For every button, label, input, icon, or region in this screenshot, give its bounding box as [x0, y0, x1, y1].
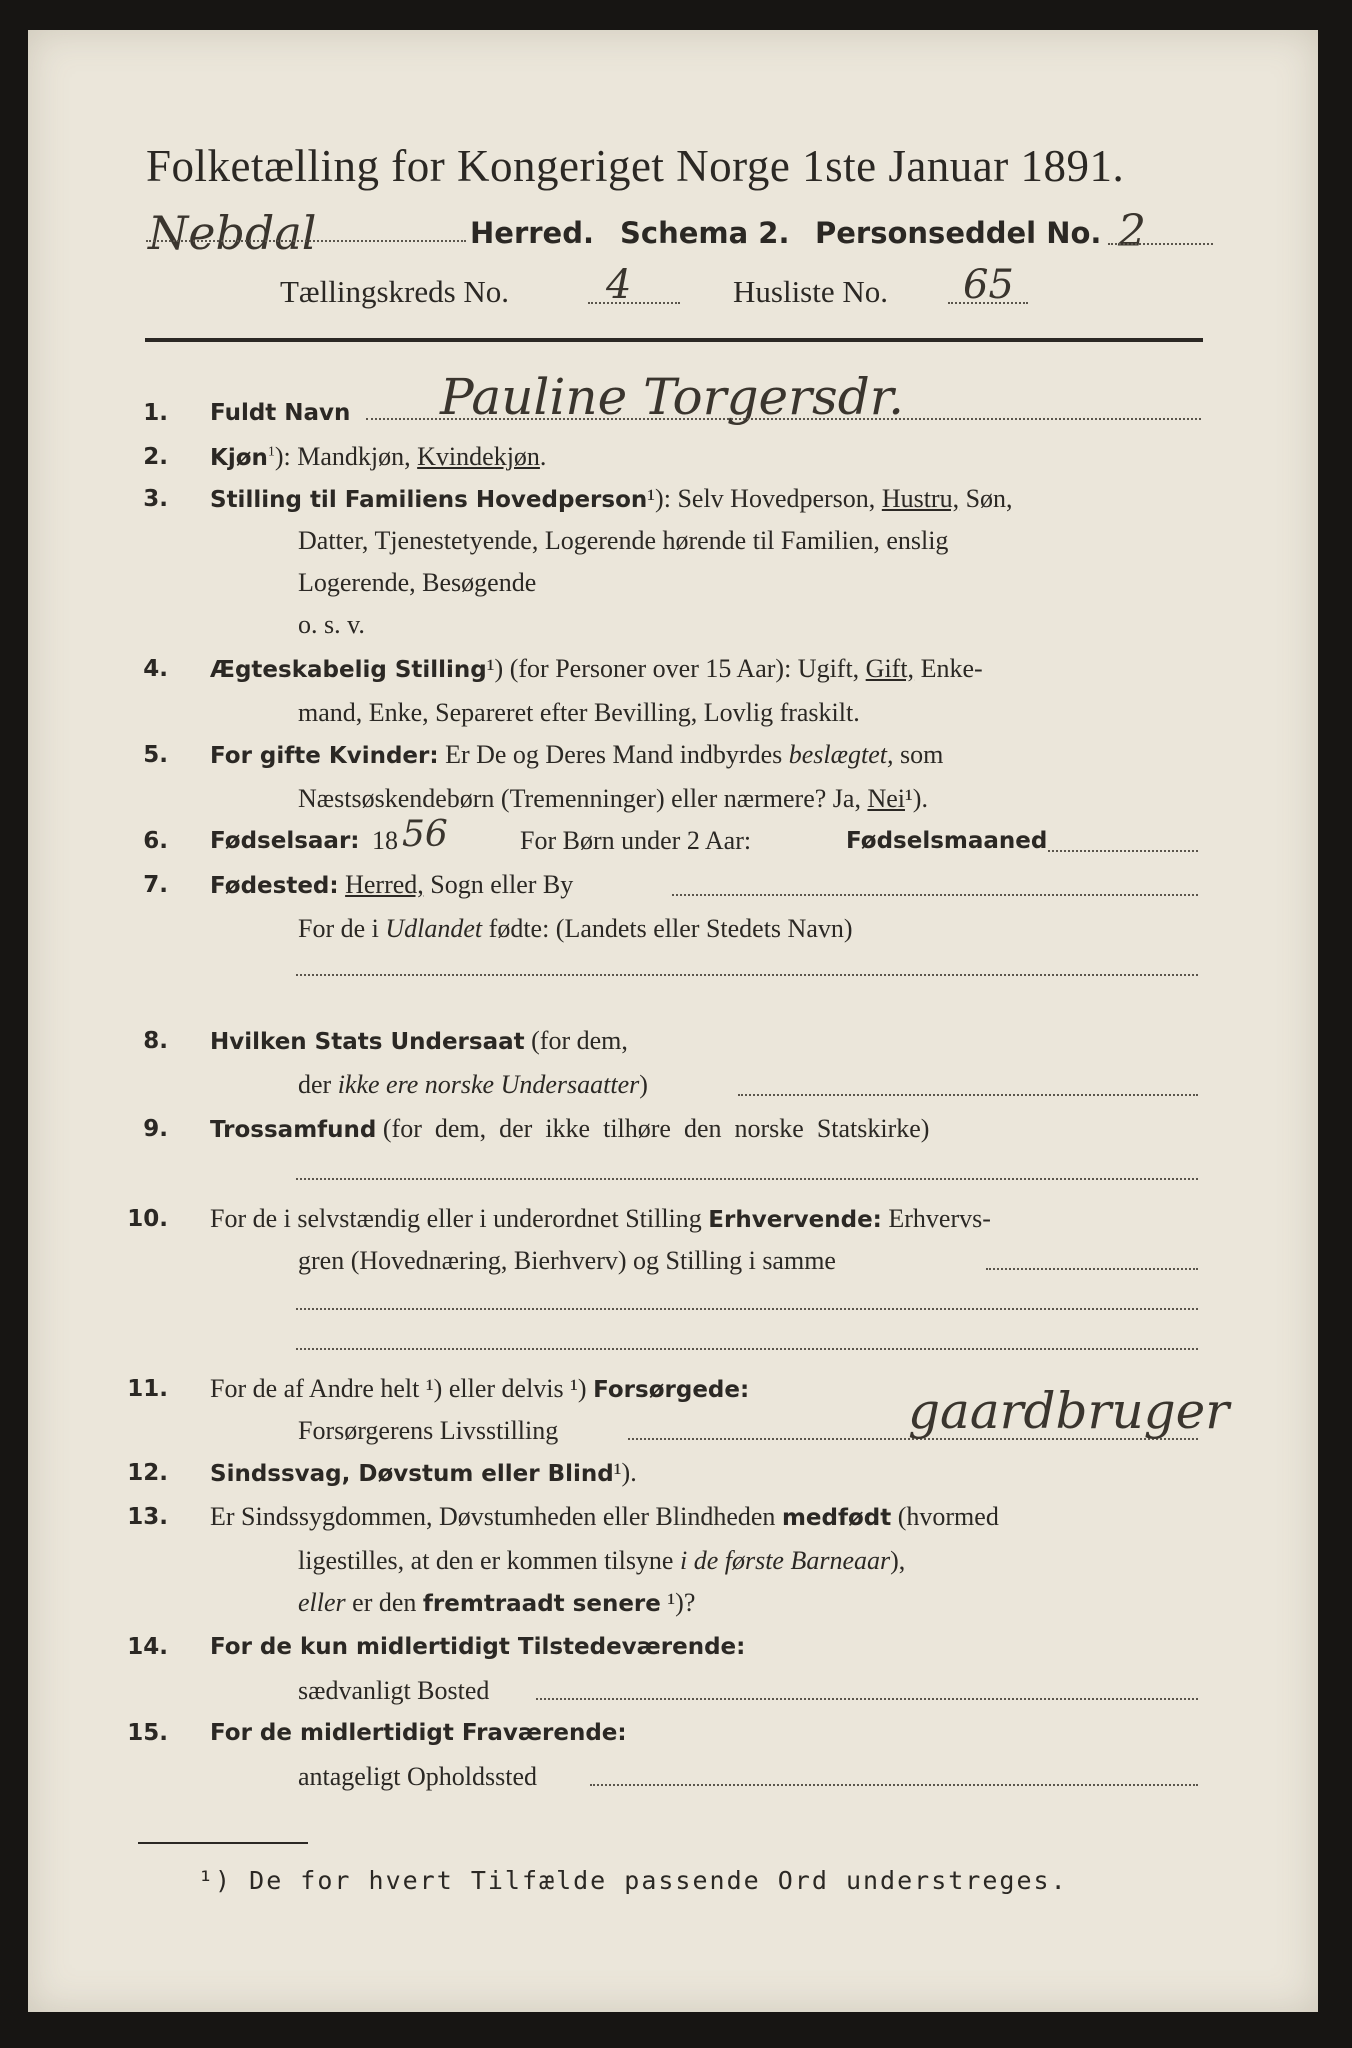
married-women-line-2	[298, 784, 928, 814]
birth-year-mid: For Børn under 2 Aar:	[520, 826, 752, 855]
husliste-label: Husliste No.	[733, 274, 888, 309]
full-name-label: Fuldt Navn	[210, 400, 351, 426]
herred-value: Nebdal	[148, 206, 317, 260]
birth-month-label: Fødselsmaaned	[846, 828, 1048, 854]
kreds-dots	[588, 302, 680, 304]
row-8-number: 8.	[143, 1028, 168, 1054]
occupation-line-1	[210, 1204, 991, 1234]
husliste-value: 65	[963, 262, 1014, 308]
row-6-number: 6.	[143, 828, 168, 854]
birthplace-label: Fødested:	[210, 873, 339, 899]
citizenship-italic: ikke ere norske Undersaatter	[337, 1070, 640, 1099]
footnote: ¹) De for hvert Tilfælde passende Ord understreges.	[198, 1866, 1068, 1895]
family-position-line-1	[210, 484, 1013, 514]
sex-text: ): Mandkjøn,	[274, 442, 418, 471]
birthplace-foreign-a: For de i	[298, 914, 379, 943]
personseddel-label: Personseddel No.	[815, 216, 1102, 250]
congenital-italic: i de første Barneaar	[679, 1546, 891, 1575]
religion-line-1	[210, 1114, 929, 1144]
temporary-absent-label: For de midlertidigt Fraværende:	[210, 1720, 627, 1746]
congenital-text-e: er den	[352, 1588, 417, 1617]
married-women-text: Er De og Deres Mand indbyrdes	[445, 740, 783, 769]
religion-dots	[296, 1178, 1198, 1180]
married-women-question: Næstsøskendebørn (Tremenninger) eller nærmere? Ja,	[298, 784, 861, 813]
citizenship-label: Hvilken Stats Undersaat	[210, 1029, 525, 1055]
row-10-number: 10.	[127, 1206, 168, 1232]
row-12-number: 12.	[127, 1460, 168, 1486]
marital-line-1	[210, 654, 983, 684]
citizenship-dots	[738, 1094, 1198, 1096]
birthplace-line-1	[210, 870, 573, 900]
family-position-line-2: Datter, Tjenestetyende, Logerende hørende til Familien, enslig	[298, 526, 949, 555]
full-name-dots	[366, 418, 1201, 420]
row-13-number: 13.	[127, 1504, 168, 1530]
marital-text: ¹) (for Personer over 15 Aar): Ugift,	[486, 654, 860, 683]
citizenship-line-1	[210, 1026, 628, 1056]
occupation-text-a: For de i selvstændig eller i underordnet Stilling	[210, 1204, 702, 1233]
row-11-number: 11.	[127, 1376, 168, 1402]
married-women-italic: beslægtet,	[788, 740, 894, 769]
husliste-dots	[948, 302, 1028, 304]
row-1-number: 1.	[143, 400, 168, 426]
disability-line	[210, 1458, 637, 1488]
supported-line-2: Forsørgerens Livsstilling	[298, 1416, 559, 1445]
marital-label: Ægteskabelig Stilling	[210, 657, 487, 683]
occupation-dots-3	[296, 1348, 1198, 1350]
birth-year-label: Fødselsaar:	[210, 828, 360, 854]
row-2-number: 2.	[143, 444, 168, 470]
birth-year-value: 56	[402, 814, 448, 855]
congenital-text-f: ¹)?	[667, 1588, 696, 1617]
row-15-number: 15.	[127, 1720, 168, 1746]
congenital-text-c: ligestilles, at den er kommen tilsyne	[298, 1546, 674, 1575]
citizenship-text: (for dem,	[531, 1026, 628, 1055]
birthplace-foreign-italic: Udlandet	[385, 914, 483, 943]
row-14-number: 14.	[127, 1634, 168, 1660]
birth-year-prefix: 18	[372, 826, 398, 855]
row-3-number: 3.	[143, 486, 168, 512]
family-position-selected: Hustru,	[881, 484, 960, 513]
temporary-present-label: For de kun midlertidigt Tilstedeværende:	[210, 1634, 746, 1660]
full-name-value: Pauline Torgersdr.	[440, 368, 905, 426]
header-rule	[145, 338, 1203, 342]
row-9-number: 9.	[143, 1116, 168, 1142]
sex-line	[210, 442, 546, 472]
congenital-line-3	[298, 1588, 695, 1618]
row-5-number: 5.	[143, 742, 168, 768]
religion-label: Trossamfund	[210, 1117, 377, 1143]
herred-dots	[146, 240, 466, 242]
citizenship-text-b: )	[639, 1070, 648, 1099]
occupation-line-2: gren (Hovednæring, Bierhverv) og Stilling i samme	[298, 1246, 836, 1275]
family-position-text: ¹): Selv Hovedperson,	[647, 484, 876, 513]
birthplace-line-2	[298, 914, 853, 944]
birthplace-foreign-dots	[296, 974, 1198, 976]
birthplace-dots	[672, 894, 1198, 896]
married-women-answer: Nei	[867, 784, 905, 813]
sex-sup: 1	[267, 444, 275, 460]
married-women-line-1	[210, 740, 943, 770]
citizenship-text-a: der	[298, 1070, 332, 1099]
sex-label: Kjøn	[210, 445, 268, 471]
marital-line-2: mand, Enke, Separeret efter Bevilling, Lovlig fraskilt.	[298, 698, 860, 727]
congenital-line-2	[298, 1546, 905, 1576]
personseddel-dots	[1108, 243, 1213, 245]
row-4-number: 4.	[143, 656, 168, 682]
personseddel-value: 2	[1118, 206, 1146, 257]
form-title: Folketælling for Kongeriget Norge 1ste Januar 1891.	[146, 141, 1125, 191]
sex-option-female: Kvindekjøn	[417, 442, 540, 471]
married-women-label: For gifte Kvinder:	[210, 743, 439, 769]
sex-end: .	[539, 442, 547, 471]
marital-text-b: Enke-	[920, 654, 983, 683]
occupation-dots-1	[986, 1268, 1198, 1270]
family-position-label: Stilling til Familiens Hovedperson	[210, 487, 648, 513]
congenital-label: medfødt	[781, 1505, 892, 1531]
temporary-present-line-2: sædvanligt Bosted	[298, 1676, 490, 1705]
family-position-line-3: Logerende, Besøgende	[298, 568, 537, 597]
married-women-end: ¹).	[905, 784, 928, 813]
occupation-text-b: Erhvervs-	[888, 1204, 991, 1233]
supported-line-1	[210, 1374, 749, 1404]
occupation-label: Erhvervende:	[708, 1207, 882, 1233]
temporary-present-dots	[536, 1698, 1198, 1700]
temporary-absent-line-2: antageligt Opholdssted	[298, 1762, 538, 1791]
birthplace-selected: Herred,	[345, 870, 424, 899]
footnote-rule	[138, 1842, 308, 1844]
disability-label: Sindssvag, Døvstum eller Blind	[210, 1461, 614, 1487]
family-position-text-b: Søn,	[965, 484, 1013, 513]
marital-selected: Gift,	[865, 654, 915, 683]
disability-end: ¹).	[613, 1458, 637, 1487]
occupation-dots-2	[296, 1308, 1198, 1310]
kreds-label: Tællingskreds No.	[280, 274, 510, 309]
family-position-line-4: o. s. v.	[298, 610, 365, 639]
congenital-label-2: fremtraadt senere	[422, 1591, 661, 1617]
congenital-line-1	[210, 1502, 999, 1532]
congenital-italic-2: eller	[298, 1588, 346, 1617]
temporary-absent-dots	[590, 1784, 1198, 1786]
religion-text: (for dem, der ikke tilhøre den norske Statskirke)	[382, 1114, 930, 1143]
supported-text: For de af Andre helt ¹) eller delvis ¹)	[210, 1374, 587, 1403]
married-women-text-b: som	[899, 740, 944, 769]
schema-label: Schema 2.	[620, 216, 790, 250]
kreds-value: 4	[606, 262, 632, 308]
row-7-number: 7.	[143, 872, 168, 898]
supporter-occupation-value: gaardbruger	[908, 1382, 1230, 1440]
census-form	[28, 30, 1318, 2012]
birth-month-dots	[1048, 850, 1198, 852]
congenital-text-a: Er Sindssygdommen, Døvstumheden eller Blindheden	[210, 1502, 776, 1531]
herred-label: Herred.	[470, 216, 594, 250]
birthplace-text: Sogn eller By	[430, 870, 574, 899]
birthplace-foreign-b: fødte: (Landets eller Stedets Navn)	[488, 914, 853, 943]
citizenship-line-2	[298, 1070, 648, 1100]
congenital-text-b: (hvormed	[897, 1502, 999, 1531]
supported-label: Forsørgede:	[593, 1377, 750, 1403]
congenital-text-d: ),	[890, 1546, 906, 1575]
